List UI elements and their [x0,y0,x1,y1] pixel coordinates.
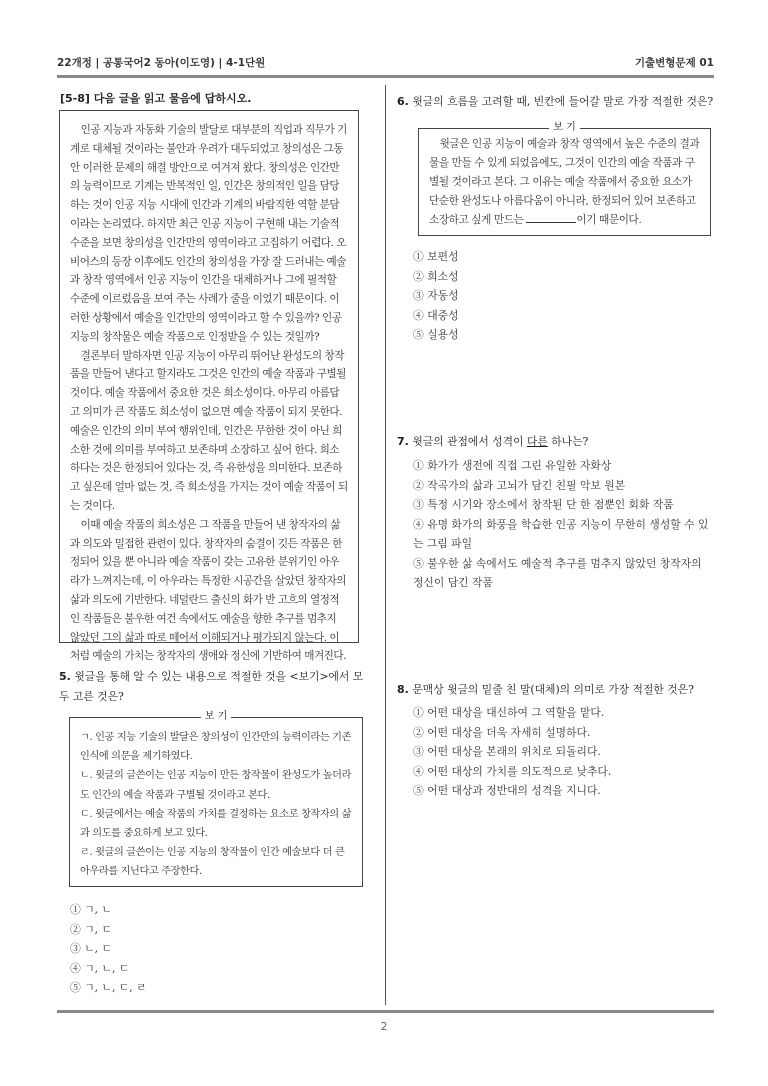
page-number: 2 [380,1020,388,1033]
bogi-text-end: 이기 때문이다. [576,214,642,226]
question-7-number: 7. [397,435,409,448]
option-1[interactable]: ① 화가가 생전에 직접 그린 유일한 자화상 [413,459,612,472]
bogi-item-2: ㄴ. 윗글의 글쓴이는 인공 지능이 만든 창작물이 완성도가 높더라도 인간의 예술 작품과 구별될 것이라고 본다. [80,770,352,801]
header-rule [57,75,714,78]
bogi-item-1: ㄱ. 인공 지능 기술의 발달은 창의성이 인간만의 능력이라는 기존 인식에 의문을 제기하였다. [80,732,352,763]
option-5[interactable]: ⑤ 어떤 대상과 정반대의 성격을 지니다. [413,784,601,797]
reading-passage [59,110,359,663]
option-2[interactable]: ② ㄱ, ㄷ [70,922,112,936]
question-5-options [70,900,147,998]
question-8-stem: 문맥상 윗글의 밑줄 친 말(대체)의 의미로 가장 적절한 것은? [412,683,694,696]
option-5[interactable]: ⑤ ㄱ, ㄴ, ㄷ, ㄹ [70,981,147,994]
option-5[interactable]: ⑤ 실용성 [413,328,459,341]
option-3[interactable]: ③ 특정 시기와 장소에서 창작된 단 한 점뿐인 회화 작품 [413,498,674,511]
question-6-stem: 윗글의 흐름을 고려할 때, 빈칸에 들어갈 말로 가장 적절한 것은? [412,95,714,108]
option-4[interactable]: ④ 어떤 대상의 가치를 의도적으로 낮추다. [413,764,612,778]
option-1[interactable]: ① 보편성 [413,250,459,263]
passage-paragraph-2: 결론부터 말하자면 인공 지능이 아무리 뛰어난 완성도의 창작품을 만들어 낸다고 할지라도 그것은 인간의 예술 작품과 구별될 것이다. 예술 작품에서 중요한 것은 희소성이다. 아무리 아름답고 의미가 큰 작품도 희소성이 없으면 예술 작품이 되지 못한다. 예술은 인간의 의미 부여 행위인데, 인간은 무한한 것이 아닌 희소한 것에 의미를 부여하고 보존하며 소장하고 싶어 한다. 희소하다는 것은 한정되어 있다는 것, 즉 유한성을 의미한다. 보존하고 싶은데 얼마 없는 것, 즉 희소성을 가지는 것이 예술 작품이 되는 것이다. [70,349,348,512]
question-5-stem: 윗글을 통해 알 수 있는 내용으로 적절한 것을 <보기>에서 모두 고른 것은? [59,670,364,703]
question-6-bogi-box [418,122,711,236]
question-7-options [413,456,713,593]
option-1[interactable]: ① ㄱ, ㄴ [70,903,112,916]
question-7-stem: 윗글의 관점에서 성격이 다른 하나는? [412,435,589,448]
bogi-item-4: ㄹ. 윗글의 글쓴이는 인공 지능의 창작물이 인간 예술보다 더 큰 아우라를 지닌다고 주장한다. [80,847,345,878]
question-5 [59,667,365,707]
question-8-number: 8. [397,683,409,696]
page-header [57,55,714,73]
passage-paragraph-1: 인공 지능과 자동화 기술의 발달로 대부분의 직업과 직무가 기계로 대체될 것이라는 불안과 우려가 대두되었고 창의성은 그동안 이러한 문제의 해결 방안으로 여겨져 왔다. 창의성은 인간만의 능력이므로 기계는 반복적인 일, 인간은 창의적인 일을 담당하는 것이 인공 지능 시대에 인간과 기계의 바람직한 역할 분담이라는 논리였다. 하지만 최근 인공 지능이 구현해 내는 기술적 수준을 보면 창의성을 인간만의 영역이라고 고집하기 어렵다. 오비어스의 등장 이후에도 인간의 창의성을 가장 잘 드러내는 예술과 창작 영역에서 인공 지능이 인간을 대체하거나 그에 필적할 수준에 이르렀음을 보여 주는 사례가 줄을 이었기 때문이다. 이러한 상황에서 예술을 인간만의 영역이라고 할 수 있을까? 인공 지능의 창작물은 예술 작품으로 인정받을 수 있는 것일까? [70,124,347,343]
question-6 [397,92,717,112]
bogi-item-3: ㄷ. 윗글에서는 예술 작품의 가치를 결정하는 요소로 창작자의 삶과 의도를 중요하게 보고 있다. [80,808,352,840]
option-2[interactable]: ② 작곡가의 삶과 고뇌가 담긴 친필 악보 원본 [413,478,626,492]
option-2[interactable]: ② 어떤 대상을 더욱 자세히 설명하다. [413,725,591,739]
option-1[interactable]: ① 어떤 대상을 대신하여 그 역할을 맡다. [413,706,605,719]
underlined-word: 다른 [526,435,548,448]
option-4[interactable]: ④ 대중성 [413,308,459,322]
bogi-label: 보 기 [201,711,232,722]
option-4[interactable]: ④ 유명 화가의 화풍을 학습한 인공 지능이 무한히 생성할 수 있는 그림 파일 [413,517,709,550]
column-divider [385,85,386,1005]
option-3[interactable]: ③ 어떤 대상을 본래의 위치로 되돌리다. [413,745,601,758]
option-5[interactable]: ⑤ 불우한 삶 속에서도 예술적 추구를 멈추지 않았던 창작자의 정신이 담긴 작품 [413,556,702,589]
bogi-label: 보 기 [549,122,580,133]
header-title: 기출변형문제 01 [634,57,714,69]
question-8 [397,680,717,700]
question-8-options [413,703,611,801]
footer-rule [57,1010,714,1013]
question-6-options [413,247,459,345]
answer-blank [526,212,576,223]
option-2[interactable]: ② 희소성 [413,269,459,283]
question-5-number: 5. [59,670,71,683]
header-course: 22개정 | 공통국어2 동아(이도영) | 4-1단원 [57,57,266,69]
option-4[interactable]: ④ ㄱ, ㄴ, ㄷ [70,961,130,975]
question-5-bogi-box [69,711,363,887]
question-6-number: 6. [397,95,409,108]
instruction: [5-8] 다음 글을 읽고 물음에 답하시오. [60,92,252,105]
passage-paragraph-3: 이때 예술 작품의 희소성은 그 작품을 만들어 낸 창작자의 삶과 의도와 밀접한 관련이 있다. 창작자의 숨결이 깃든 작품은 한정되어 있을 뿐 아니라 예술 작품이 갖는 고유한 분위기인 아우라가 느껴지는데, 이 아우라는 특정한 시공간을 살았던 창작자의 삶과 의도에 기반한다. 네덜란드 출신의 화가 반 고흐의 열정적인 작품들은 불우한 여건 속에서도 예술을 향한 추구를 멈추지 않았던 그의 삶과 따로 떼어서 이해되거나 평가되지 않는다. 이처럼 예술의 가치는 창작자의 생애와 정신에 기반하여 매겨진다. [70,518,347,663]
bogi-text: 윗글은 인공 지능이 예술과 창작 영역에서 높은 수준의 결과물을 만들 수 있게 되었음에도, 그것이 인간의 예술 작품과 구별될 것이라고 본다. 그 이유는 예술 작품에서 중요한 요소가 단순한 완성도나 아름다움이 아니라, 한정되어 있어 보존하고 소장하고 싶게 만드는 [429,138,700,226]
option-3[interactable]: ③ 자동성 [413,289,459,302]
question-7 [397,432,717,452]
option-3[interactable]: ③ ㄴ, ㄷ [70,942,112,955]
